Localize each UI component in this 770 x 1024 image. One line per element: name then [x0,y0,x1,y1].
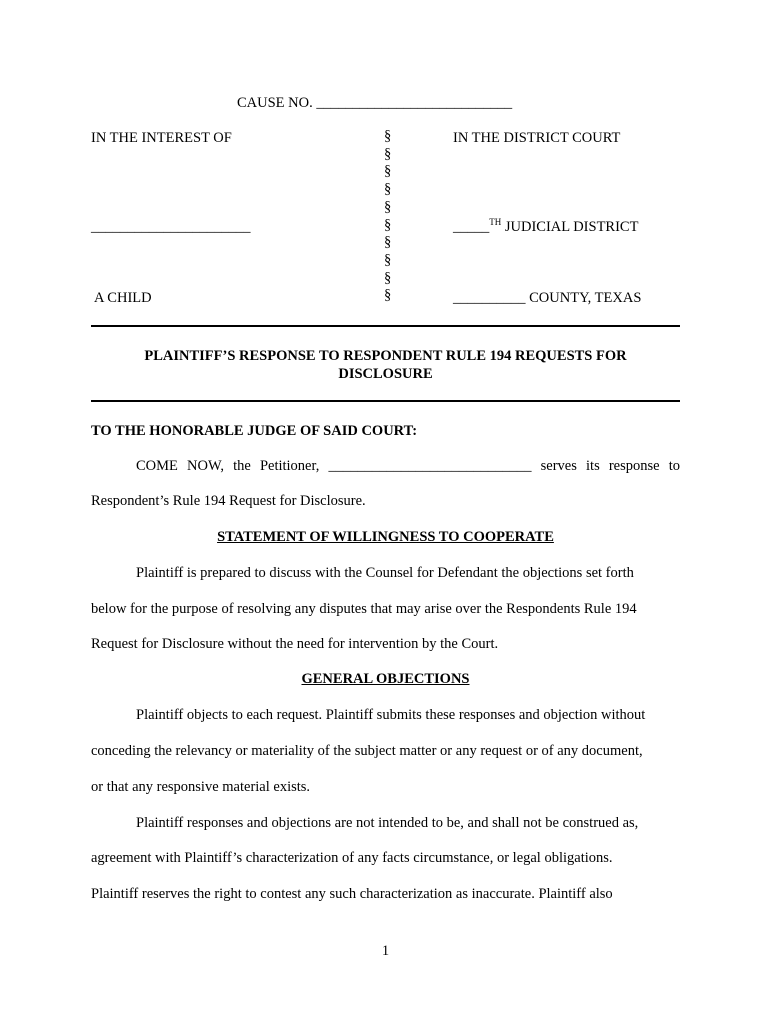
willingness-line-2: below for the purpose of resolving any disputes that may arise over the Respondents Rule 194 [91,601,637,617]
section-symbol: § [384,163,392,180]
section-symbol: § [384,198,392,215]
section-symbol: § [384,251,392,268]
section-symbol: § [384,181,392,198]
title-line-2: DISCLOSURE [338,366,433,382]
title-line-1: PLAINTIFF’S RESPONSE TO RESPONDENT RULE 194 REQUESTS FOR [144,348,627,364]
general-p2-line-2: agreement with Plaintiff’s characterization of any facts circumstance, or legal obligations. [91,850,613,866]
cause-number: CAUSE NO. ___________________________ [237,95,513,111]
child-name-blank: ______________________ [91,219,251,235]
heading-willingness [91,529,680,546]
page-number: 1 [381,943,390,959]
ordinal-superscript: TH [489,217,502,228]
document-title [91,347,680,383]
judicial-district-label: JUDICIAL DISTRICT [501,219,639,235]
general-p1-line-1: Plaintiff objects to each request. Plaintiff submits these responses and objection without [136,707,646,723]
judicial-district-line [453,219,638,236]
top-rule [91,325,680,327]
section-symbol: § [384,216,392,233]
district-court-label: IN THE DISTRICT COURT [453,130,621,146]
section-symbol: § [384,269,392,286]
judicial-district-blank: _____ [453,219,490,235]
heading-general-objections-text: GENERAL OBJECTIONS [301,671,470,687]
section-symbol-column [384,128,396,305]
willingness-line-1: Plaintiff is prepared to discuss with the Counsel for Defendant the objections set forth [136,565,634,581]
general-p2-line-1: Plaintiff responses and objections are not intended to be, and shall not be construed as, [136,815,639,831]
section-symbol: § [384,234,392,251]
section-symbol: § [384,145,392,162]
general-p2-line-3: Plaintiff reserves the right to contest any such characterization as inaccurate. Plaintiff also [91,886,613,902]
bottom-rule [91,400,680,402]
heading-willingness-text: STATEMENT OF WILLINGNESS TO COOPERATE [217,529,554,545]
in-the-interest-label: IN THE INTEREST OF [91,130,232,146]
a-child-label: A CHILD [94,290,152,306]
county-line: __________ COUNTY, TEXAS [453,290,642,306]
come-now-line-1: COME NOW, the Petitioner, ____________________________ serves its response to [136,458,680,474]
section-symbol: § [384,287,392,304]
heading-general-objections [91,671,680,688]
section-symbol: § [384,128,392,144]
willingness-line-3: Request for Disclosure without the need for intervention by the Court. [91,636,499,652]
general-p1-line-3: or that any responsive material exists. [91,779,311,795]
come-now-line-2: Respondent’s Rule 194 Request for Disclosure. [91,493,366,509]
general-p1-line-2: conceding the relevancy or materiality of the subject matter or any request or of any document, [91,743,643,759]
salutation: TO THE HONORABLE JUDGE OF SAID COURT: [91,423,418,439]
